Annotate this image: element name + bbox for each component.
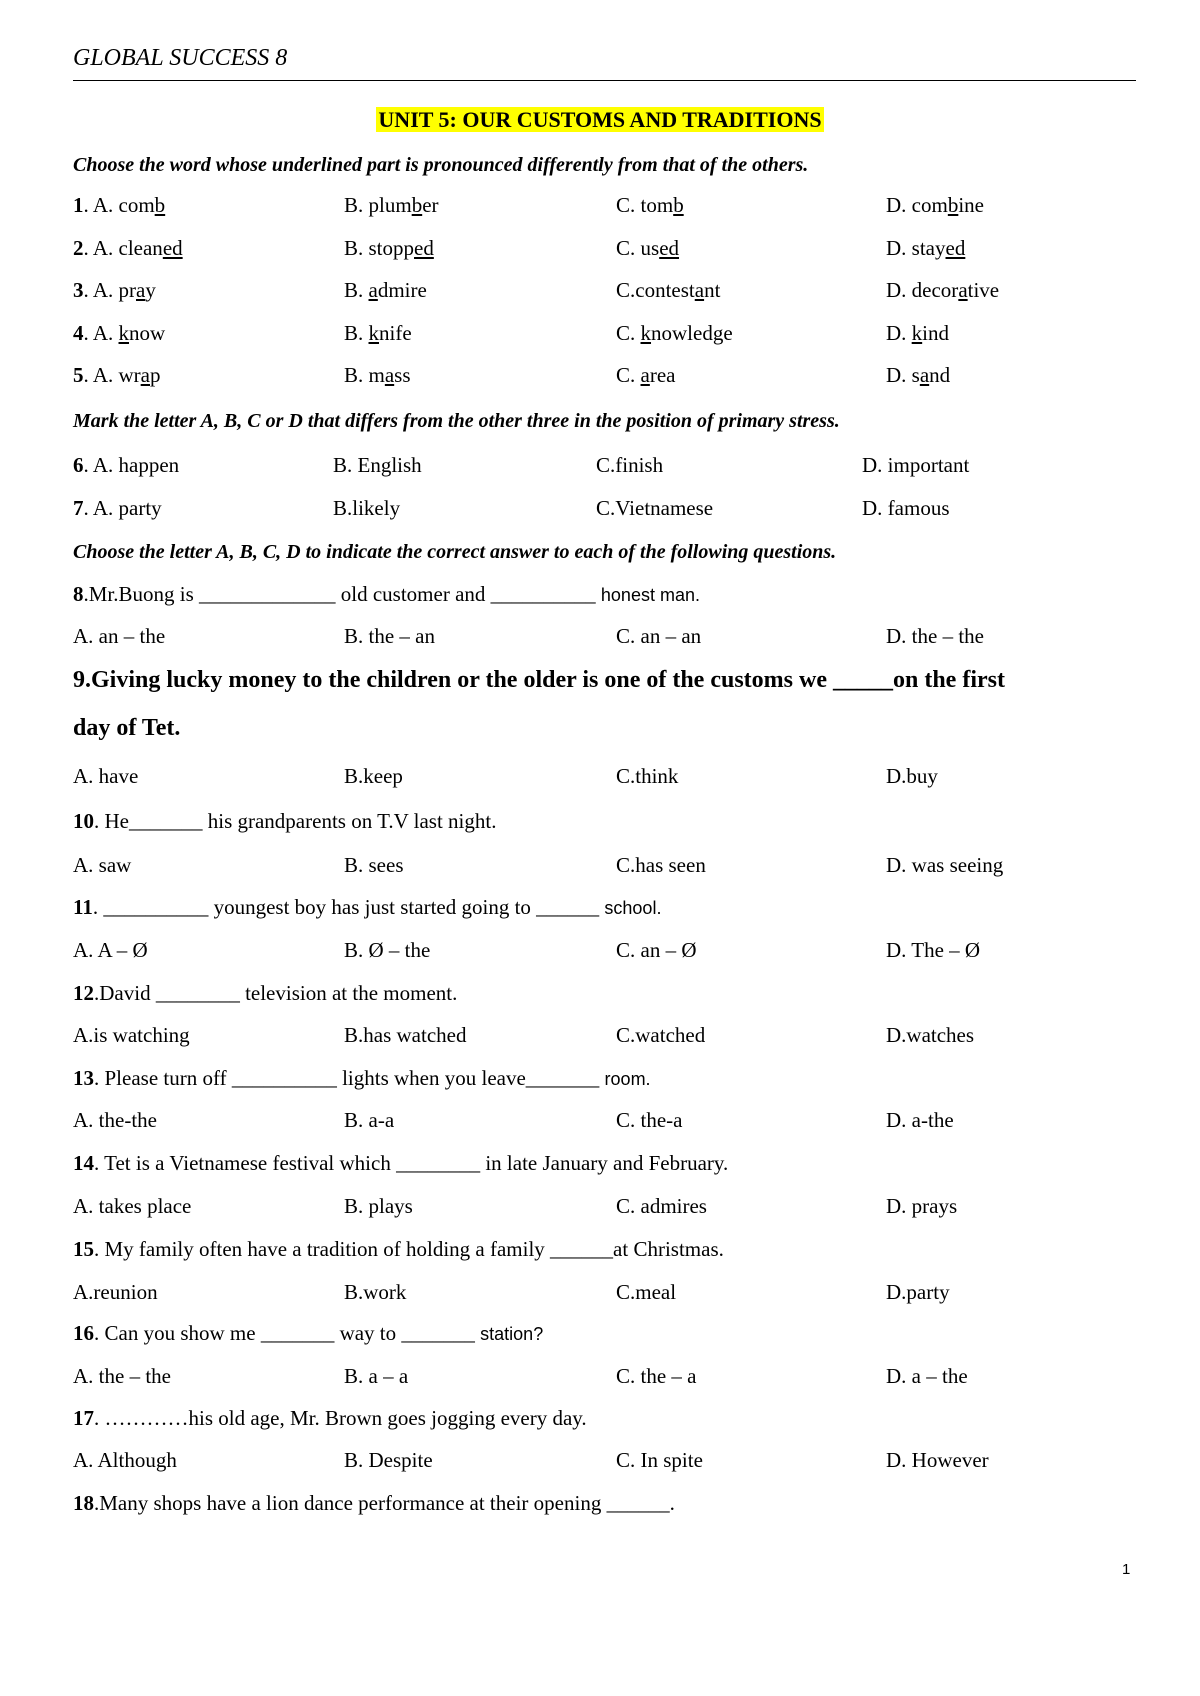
question-number: 13 [73, 1066, 94, 1090]
option-text: C. tom [616, 193, 674, 217]
option-text: C. [616, 321, 641, 345]
underlined-part: a [694, 278, 705, 302]
question-7-option-a [73, 495, 162, 521]
answer-option: B. plays [344, 1194, 413, 1218]
answer-option [862, 495, 950, 521]
question-1-option-a [73, 192, 165, 218]
underlined-part: b [411, 193, 423, 217]
option-text: ine [958, 193, 984, 217]
answer-option [616, 235, 679, 261]
answer-option: A. the-the [73, 1108, 157, 1132]
answer-option: C.think [616, 764, 679, 788]
answer-option: C. admires [616, 1194, 707, 1218]
answer-option [596, 452, 663, 478]
option-text: C.finish [596, 453, 664, 477]
answer-option: C.watched [616, 1023, 706, 1047]
option-text: B. [344, 278, 369, 302]
option-text: y [145, 278, 156, 302]
question-text: . Tet is a Vietnamese festival which ________ in late January and February. [94, 1151, 729, 1175]
answer-option [886, 192, 984, 218]
instruction-stress: Mark the letter A, B, C or D that differs from the other three in the position of primary stress. [73, 410, 840, 432]
question-number: 4 [73, 321, 84, 345]
option-text: C. [616, 363, 641, 387]
question-text: .David ________ television at the moment. [94, 981, 458, 1005]
question-number: 15 [73, 1237, 94, 1261]
question-number: 11 [73, 895, 93, 919]
option-text: D. stay [886, 236, 946, 260]
question-text: . Please turn off __________ lights when you leave_______ [94, 1066, 605, 1090]
page-number: 1 [1122, 1561, 1131, 1578]
underlined-part: ed [945, 236, 966, 260]
option-text: p [150, 363, 161, 387]
question-text: . He_______ his grandparents on T.V last night. [94, 809, 497, 833]
instruction-pronunciation: Choose the word whose underlined part is pronounced differently from that of the others. [73, 154, 809, 176]
underlined-part: k [118, 321, 130, 345]
question-number: 5 [73, 363, 84, 387]
option-text: C.Vietnamese [596, 496, 714, 520]
underlined-part: a [640, 363, 650, 387]
answer-option [344, 235, 434, 261]
option-text: ind [922, 321, 950, 345]
answer-option: A. Although [73, 1448, 177, 1472]
underlined-part: a [368, 278, 378, 302]
answer-option: B.work [344, 1280, 407, 1304]
answer-option: B. a-a [344, 1108, 395, 1132]
option-text: D. famous [862, 496, 950, 520]
answer-option: D.buy [886, 764, 938, 788]
unit-title [0, 107, 1200, 133]
underlined-part: ed [414, 236, 434, 260]
question-14 [73, 1150, 728, 1176]
answer-option: A. have [73, 764, 139, 788]
option-text: D. important [862, 453, 970, 477]
answer-option: A. takes place [73, 1194, 192, 1218]
option-text: . A. happen [83, 453, 180, 477]
question-8 [73, 581, 700, 608]
question-text: . __________ youngest boy has just started going to ______ [92, 895, 605, 919]
option-text: D. decor [886, 278, 959, 302]
answer-option: B. Ø – the [344, 938, 431, 962]
option-text: . A. party [83, 496, 162, 520]
underlined-part: k [911, 321, 923, 345]
answer-option [886, 235, 965, 261]
question-tail: room. [604, 1069, 651, 1089]
question-number: 6 [73, 453, 84, 477]
question-number: 17 [73, 1406, 94, 1430]
option-text: C.contest [616, 278, 695, 302]
question-18 [73, 1490, 675, 1516]
answer-option [616, 362, 675, 388]
option-text: nt [704, 278, 721, 302]
question-tail: station? [480, 1324, 544, 1344]
answer-option: D. a-the [886, 1108, 954, 1132]
question-16 [73, 1320, 543, 1347]
option-text: rea [649, 363, 676, 387]
question-10 [73, 808, 496, 834]
underlined-part: a [136, 278, 146, 302]
question-4-option-a [73, 320, 165, 346]
option-text: B. plum [344, 193, 412, 217]
question-17 [73, 1405, 587, 1431]
answer-option [886, 362, 950, 388]
answer-option: C.has seen [616, 853, 706, 877]
answer-option: B. sees [344, 853, 404, 877]
answer-option: A. the – the [73, 1364, 171, 1388]
question-number: 14 [73, 1151, 94, 1175]
answer-option [333, 452, 422, 478]
question-2-option-a [73, 235, 183, 261]
answer-option: C. an – an [616, 624, 702, 648]
question-11 [73, 894, 661, 921]
answer-option: A. an – the [73, 624, 166, 648]
question-9-line-2: day of Tet. [73, 715, 181, 741]
option-text: dmire [377, 278, 427, 302]
answer-option: D. a – the [886, 1364, 968, 1388]
question-number: 16 [73, 1321, 94, 1345]
question-text: .Mr.Buong is _____________ old customer and __________ [83, 582, 601, 606]
question-tail: school. [604, 898, 662, 918]
option-text: D. com [886, 193, 948, 217]
question-number: 18 [73, 1491, 94, 1515]
question-number: 12 [73, 981, 94, 1005]
underlined-part: b [947, 193, 959, 217]
answer-option [886, 277, 999, 303]
answer-option [616, 192, 684, 218]
answer-option: D.party [886, 1280, 950, 1304]
answer-option: C. an – Ø [616, 938, 697, 962]
question-9-line-1: 9.Giving lucky money to the children or the older is one of the customs we _____on the first [73, 667, 1005, 693]
option-text: B.likely [333, 496, 401, 520]
question-text: . Can you show me _______ way to _______ [94, 1321, 481, 1345]
option-text: . A. [83, 321, 119, 345]
header-rule [73, 80, 1136, 81]
answer-option: A. saw [73, 853, 132, 877]
underlined-part: b [154, 193, 166, 217]
instruction-grammar: Choose the letter A, B, C, D to indicate the correct answer to each of the following questions. [73, 541, 837, 563]
header-title: GLOBAL SUCCESS 8 [73, 45, 288, 71]
answer-option [886, 320, 949, 346]
question-15 [73, 1236, 724, 1262]
option-text: B. stopp [344, 236, 415, 260]
answer-option [616, 320, 733, 346]
answer-option [344, 192, 439, 218]
option-text: B. English [333, 453, 422, 477]
question-number: 8 [73, 582, 84, 606]
answer-option: C. the-a [616, 1108, 683, 1132]
answer-option: B. the – an [344, 624, 435, 648]
answer-option: C.meal [616, 1280, 677, 1304]
answer-option: D. was seeing [886, 853, 1004, 877]
question-tail: honest man. [600, 585, 700, 605]
answer-option: A.reunion [73, 1280, 158, 1304]
option-text: . A. wr [83, 363, 141, 387]
option-text: nife [379, 321, 412, 345]
answer-option: D.watches [886, 1023, 975, 1047]
answer-option: B. Despite [344, 1448, 433, 1472]
underlined-part: ed [659, 236, 680, 260]
option-text: nowledge [651, 321, 733, 345]
question-13 [73, 1065, 651, 1092]
option-text: D. s [886, 363, 920, 387]
answer-option: B.has watched [344, 1023, 467, 1047]
underlined-part: a [140, 363, 150, 387]
question-number: 2 [73, 236, 84, 260]
answer-option [344, 277, 427, 303]
answer-option [344, 362, 411, 388]
question-number: 10 [73, 809, 94, 833]
underlined-part: a [958, 278, 968, 302]
question-number: 1 [73, 193, 84, 217]
question-3-option-a [73, 277, 156, 303]
answer-option: A. A – Ø [73, 938, 148, 962]
unit-title-text: UNIT 5: OUR CUSTOMS AND TRADITIONS [378, 107, 822, 132]
answer-option: B. a – a [344, 1364, 409, 1388]
question-text: . My family often have a tradition of holding a family ______at Christmas. [94, 1237, 724, 1261]
question-number: 7 [73, 496, 84, 520]
answer-option: B.keep [344, 764, 403, 788]
underlined-part: k [640, 321, 652, 345]
underlined-part: a [919, 363, 930, 387]
option-text: . A. pr [83, 278, 136, 302]
option-text: C. us [616, 236, 660, 260]
answer-option: D. the – the [886, 624, 984, 648]
option-text: nd [929, 363, 951, 387]
underlined-part: k [368, 321, 380, 345]
answer-option: C. In spite [616, 1448, 703, 1472]
question-text: . …………his old age, Mr. Brown goes jogging every day. [94, 1406, 587, 1430]
answer-option [862, 452, 969, 478]
answer-option: D. However [886, 1448, 989, 1472]
underlined-part: b [673, 193, 684, 217]
option-text: now [129, 321, 166, 345]
question-12 [73, 980, 457, 1006]
option-text: tive [967, 278, 1000, 302]
answer-option: C. the – a [616, 1364, 697, 1388]
answer-option: A.is watching [73, 1023, 190, 1047]
option-text: D. [886, 321, 912, 345]
question-text: .Many shops have a lion dance performance at their opening ______. [94, 1491, 675, 1515]
option-text: . A. clean [83, 236, 163, 260]
answer-option [333, 495, 400, 521]
option-text: er [422, 193, 439, 217]
answer-option: D. prays [886, 1194, 958, 1218]
option-text: B. [344, 321, 369, 345]
answer-option: D. The – Ø [886, 938, 981, 962]
option-text: B. m [344, 363, 385, 387]
question-5-option-a [73, 362, 161, 388]
answer-option [596, 495, 713, 521]
underlined-part: a [384, 363, 395, 387]
underlined-part: ed [162, 236, 183, 260]
answer-option [616, 277, 720, 303]
answer-option [344, 320, 412, 346]
option-text: ss [394, 363, 411, 387]
question-6-option-a [73, 452, 179, 478]
option-text: . A. com [83, 193, 155, 217]
question-number: 3 [73, 278, 84, 302]
